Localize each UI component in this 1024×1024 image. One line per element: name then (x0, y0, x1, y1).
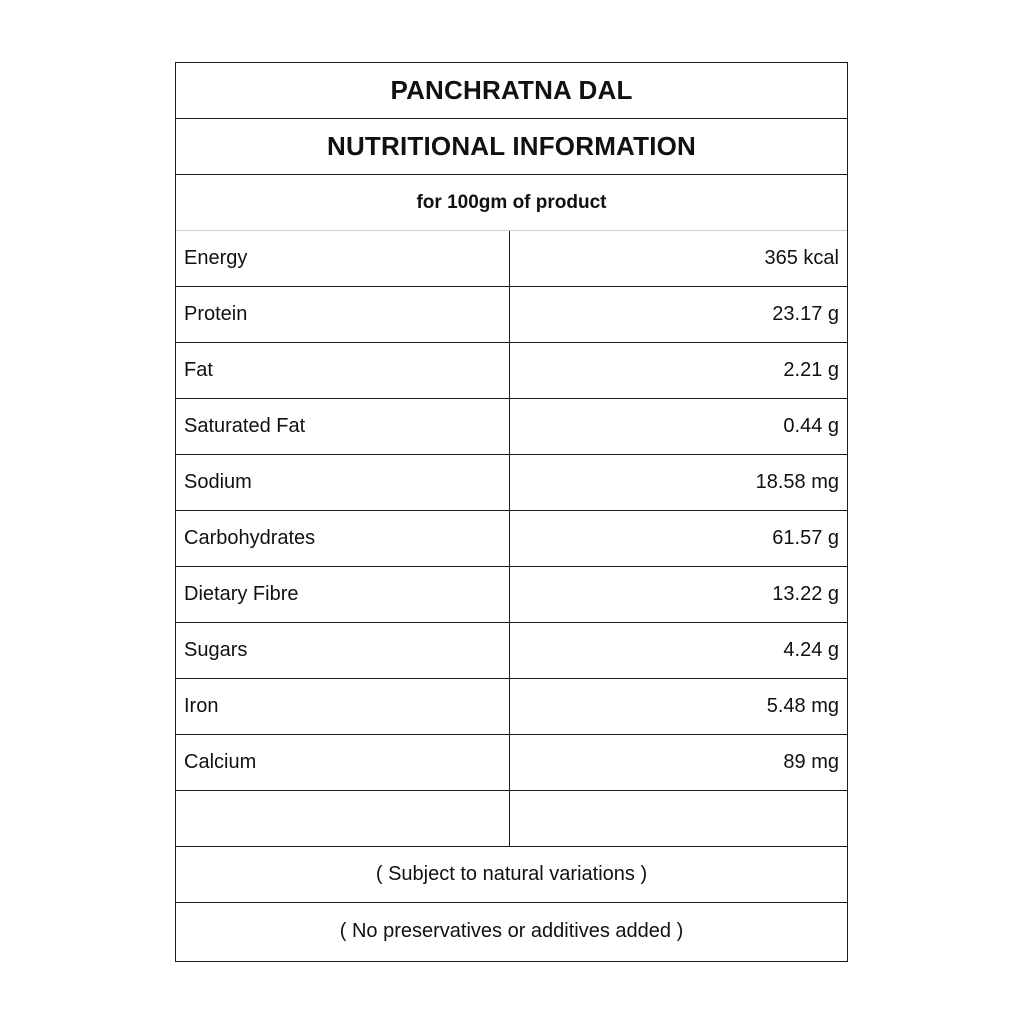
product-title-row (176, 63, 847, 119)
variation-note: ( Subject to natural variations ) (375, 863, 648, 885)
serving-size: for 100gm of product (416, 191, 607, 213)
nutrient-value: 365 kcal (764, 247, 839, 269)
preservatives-note: ( No preservatives or additives added ) (339, 919, 684, 942)
nutrient-value: 13.22 g (772, 583, 839, 605)
nutrient-value: 23.17 g (772, 303, 839, 325)
nutrient-name: Sodium (176, 455, 510, 510)
nutrient-value: 4.24 g (783, 639, 839, 661)
table-row (176, 511, 847, 567)
nutrient-name (176, 791, 510, 846)
table-row (176, 623, 847, 679)
nutrient-name: Calcium (176, 735, 510, 790)
nutrient-value: 18.58 mg (755, 471, 839, 493)
nutrient-name: Saturated Fat (176, 399, 510, 454)
nutrient-value: 2.21 g (783, 359, 839, 381)
serving-row (176, 175, 847, 231)
nutrient-value: 61.57 g (772, 527, 839, 549)
nutrient-value: 0.44 g (783, 415, 839, 437)
nutrient-name: Protein (176, 287, 510, 342)
table-row (176, 343, 847, 399)
nutrient-value: 89 mg (783, 751, 839, 773)
table-row (176, 455, 847, 511)
table-row (176, 735, 847, 791)
table-row (176, 567, 847, 623)
nutrient-name: Dietary Fibre (176, 567, 510, 622)
nutrient-name: Carbohydrates (176, 511, 510, 566)
product-title: PANCHRATNA DAL (390, 75, 633, 105)
table-row (176, 679, 847, 735)
nutrient-value: 5.48 mg (766, 695, 839, 717)
nutrient-name: Sugars (176, 623, 510, 678)
table-heading: NUTRITIONAL INFORMATION (326, 131, 697, 161)
empty-table-row (176, 791, 847, 847)
table-row (176, 399, 847, 455)
note-row (176, 847, 847, 903)
table-row (176, 231, 847, 287)
nutrient-name: Fat (176, 343, 510, 398)
nutrient-name: Energy (176, 231, 510, 286)
note-row (176, 903, 847, 959)
table-row (176, 287, 847, 343)
nutrient-value (510, 791, 847, 846)
nutrient-name: Iron (176, 679, 510, 734)
nutrition-table (175, 62, 848, 962)
heading-row (176, 119, 847, 175)
